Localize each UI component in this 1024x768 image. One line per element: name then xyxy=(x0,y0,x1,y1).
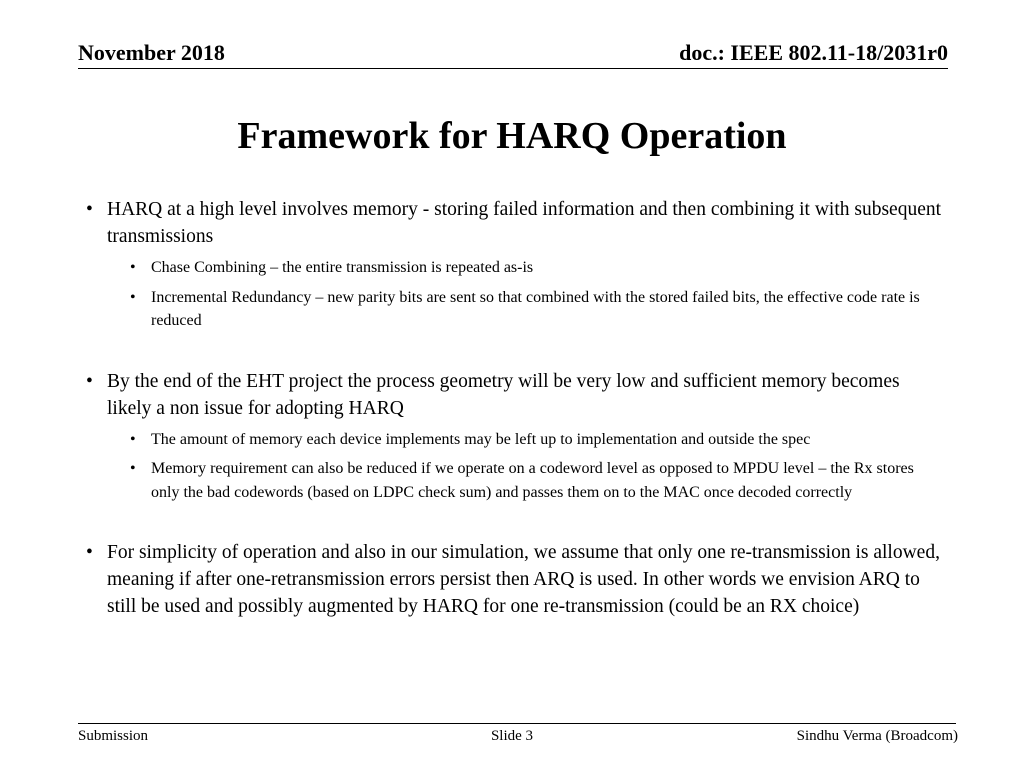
bullet-1-subs xyxy=(86,256,946,333)
footer-slide-number: Slide 3 xyxy=(490,728,534,744)
sub-bullet-1-2: • Incremental Redundancy – new parity bits are sent so that combined with the stored failed bits, the effective code rate is reduced xyxy=(130,286,946,333)
slide-content xyxy=(86,196,946,620)
bullet-1: • HARQ at a high level involves memory - storing failed information and then combining it with subsequent transmissions xyxy=(86,196,946,250)
footer-author: Sindhu Verma (Broadcom) xyxy=(796,728,958,744)
header-date: November 2018 xyxy=(78,40,225,65)
footer-rule xyxy=(78,723,956,724)
header-rule xyxy=(78,68,948,69)
sub-bullet-2-2: • Memory requirement can also be reduced if we operate on a codeword level as opposed to MPDU level – the Rx stores only the bad codewords (based on LDPC check sum) and passes them on to the MAC once decoded correctly xyxy=(130,457,946,504)
sub-bullet-2-1: • The amount of memory each device implements may be left up to implementation and outside the spec xyxy=(130,428,946,452)
header-doc-id: doc.: IEEE 802.11-18/2031r0 xyxy=(679,40,948,65)
bullet-2-subs xyxy=(86,428,946,505)
sub-bullet-1-1: • Chase Combining – the entire transmission is repeated as-is xyxy=(130,256,946,280)
footer-submission: Submission xyxy=(78,728,149,744)
spacer xyxy=(86,504,946,539)
slide-title: Framework for HARQ Operation xyxy=(237,115,787,157)
bullet-3: • For simplicity of operation and also in our simulation, we assume that only one re-transmission is allowed, meaning if after one-retransmission errors persist then ARQ is used. In other words we envision ARQ to still be used and possibly augmented by HARQ for one re-transmission (could be an RX choice) xyxy=(86,539,946,620)
spacer xyxy=(86,333,946,368)
bullet-2: • By the end of the EHT project the process geometry will be very low and sufficient memory becomes likely a non issue for adopting HARQ xyxy=(86,368,946,422)
